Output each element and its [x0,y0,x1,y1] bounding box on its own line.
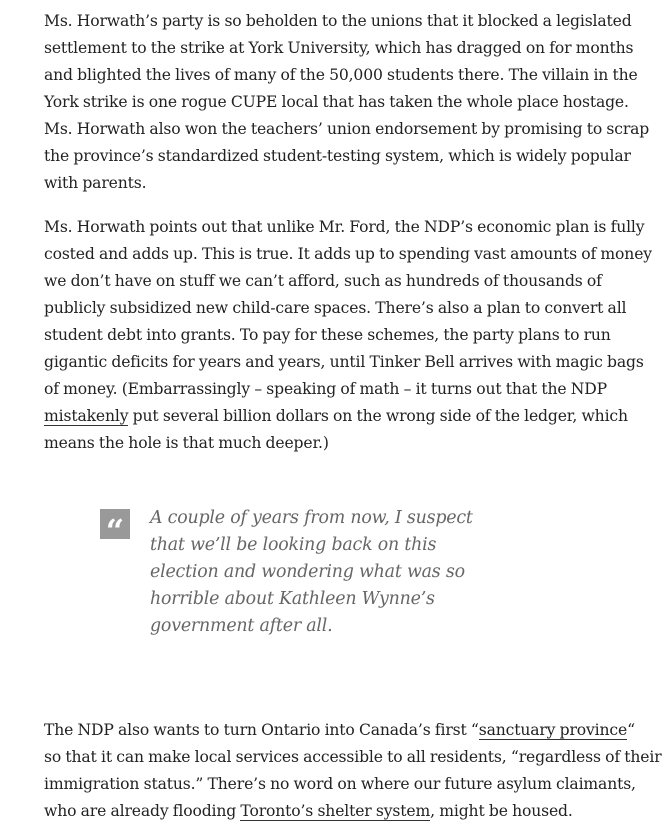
mistakenly-link[interactable]: mistakenly [44,407,129,425]
text-line: student debt into grants. To pay for these schemes, the party plans to run [44,326,611,344]
quote-line: election and wondering what was so [150,562,465,582]
text-segment: , might be housed. [430,802,573,820]
paragraph-sanctuary [44,717,662,825]
quote-mark-icon: “ [100,509,130,539]
text-line: gigantic deficits for years and years, until Tinker Bell arrives with magic bags [44,353,644,371]
text-line: so that it can make local services accessible to all residents, “regardless of their [44,748,662,766]
text-line: York strike is one rogue CUPE local that has taken the whole place hostage. [44,93,629,111]
text-line [44,798,662,825]
text-segment: “ [627,721,635,739]
text-segment: who are already flooding [44,802,241,820]
text-line: the province’s standardized student-testing system, which is widely popular [44,147,631,165]
paragraph-unions [44,8,649,197]
text-line: costed and adds up. This is true. It adds up to spending vast amounts of money [44,245,652,263]
paragraph-economic-plan [44,214,652,457]
quote-line: A couple of years from now, I suspect [150,508,473,528]
text-line: settlement to the strike at York University, which has dragged on for months [44,39,634,57]
text-line: immigration status.” There’s no word on where our future asylum claimants, [44,775,636,793]
sanctuary-province-link[interactable]: sanctuary province [478,721,628,739]
text-line: Ms. Horwath points out that unlike Mr. Ford, the NDP’s economic plan is fully [44,218,645,236]
text-line: publicly subsidized new child-care spaces. There’s also a plan to convert all [44,299,627,317]
text-line [44,403,652,430]
text-line [44,717,662,744]
text-line: Ms. Horwath’s party is so beholden to the unions that it blocked a legislated [44,12,632,30]
text-line: of money. (Embarrassingly – speaking of math – it turns out that the NDP [44,380,607,398]
text-line: with parents. [44,174,147,192]
text-line: we don’t have on stuff we can’t afford, such as hundreds of thousands of [44,272,602,290]
text-segment: put several billion dollars on the wrong side of the ledger, which [128,407,628,425]
shelter-system-link[interactable]: Toronto’s shelter system [240,802,431,820]
quote-line: that we’ll be looking back on this [150,535,437,555]
quote-line: horrible about Kathleen Wynne’s [150,589,435,609]
text-line: Ms. Horwath also won the teachers’ union endorsement by promising to scrap [44,120,650,138]
quote-line: government after all. [150,616,333,636]
pull-quote-text [150,505,530,640]
text-line: and blighted the lives of many of the 50,000 students there. The villain in the [44,66,638,84]
text-line: means the hole is that much deeper.) [44,434,329,452]
text-segment: The NDP also wants to turn Ontario into Canada’s first “ [44,721,479,739]
